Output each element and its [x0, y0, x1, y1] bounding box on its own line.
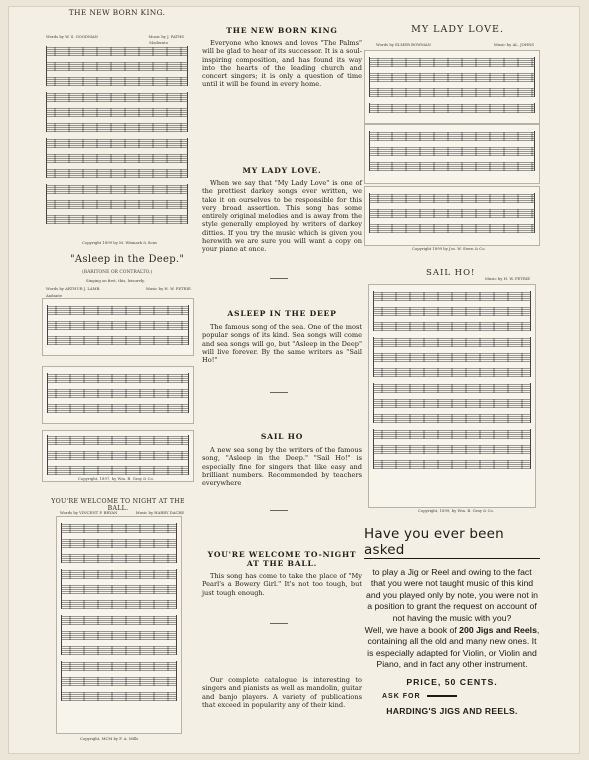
- article-my-lady-love: [202, 166, 362, 254]
- ad-paragraph-2: [364, 625, 540, 671]
- snippet-my-lady-love: [362, 20, 542, 252]
- divider: [270, 510, 288, 511]
- article-heading: SAIL HO: [260, 432, 304, 441]
- snippet-tempo: Andante: [46, 293, 63, 298]
- ad-jigs-and-reels: [364, 526, 540, 718]
- article-text: Everyone who knows and loves "The Palms" will be glad to hear of its successor. It is a soul-inspiring composition, and has found its way into the hearts of the leading church and concert singers; it is only a question of time until it will be found in every home.: [202, 39, 362, 89]
- snippet-footer: Copyright, 1897, by Wm. B. Gray & Co.: [78, 476, 154, 481]
- snippet-title: "Asleep in the Deep.": [70, 254, 185, 265]
- snippet-subtitle: (BARITONE OR CONTRALTO.): [82, 270, 153, 275]
- catalogue-page: [8, 6, 580, 754]
- article-sail-ho: [202, 432, 362, 487]
- music-box: [364, 50, 540, 124]
- snippet-credit-right: Music by J. PATHS: [148, 34, 184, 39]
- article-text: A new sea song by the writers of the famous song, "Asleep in the Deep." "Sail Ho!" is especially fine for singers that like easy and brilliant numbers. Recommended by teachers everywhere: [202, 446, 362, 488]
- article-text: This song has come to take the place of "My Pearl's a Bowery Girl." It's not too tough, but just tough enough.: [202, 572, 362, 597]
- ad-text: Well, we have a book of: [364, 625, 460, 636]
- snippet-footer: Copyright, 1899, by Wm. B. Gray & Co.: [418, 508, 494, 513]
- snippet-sail-ho: [362, 264, 542, 516]
- snippet-footer: Copyright, MCM by F. A. Mills: [80, 736, 139, 741]
- snippet-credit-left: Words by ARTHUR J. LAMB.: [46, 286, 101, 291]
- catalogue-note: [202, 676, 362, 709]
- ad-paragraph-1: to play a Jig or Reel and owing to the fact that you were not taught music of this kind and you played only by note, you were not in a position to grant the request on account of not having the music with you?: [366, 567, 538, 623]
- music-box: [42, 366, 194, 424]
- snippet-asleep-in-the-deep: [42, 254, 194, 482]
- snippet-footer: Copyright 1899 by Jos. W. Stern & Co.: [412, 246, 486, 251]
- snippet-youre-welcome: [42, 496, 194, 746]
- ad-ask-rule: [427, 695, 457, 697]
- snippet-credit-left: Words by W. S. GOODMAN: [46, 34, 98, 39]
- article-youre-welcome: [202, 550, 362, 597]
- snippet-tempo: Moderato: [149, 40, 168, 45]
- snippet-title: SAIL HO!: [426, 268, 476, 278]
- ad-price: PRICE, 50 CENTS.: [406, 676, 498, 687]
- divider: [270, 623, 288, 624]
- article-heading: MY LADY LOVE.: [242, 166, 322, 175]
- music-box: [42, 298, 194, 356]
- music-box: [364, 186, 540, 246]
- snippet-credit-right: Music by H. W. PETRIE.: [145, 286, 192, 291]
- article-new-born-king: [202, 26, 362, 89]
- snippet-footer: Copyright 1899 by M. Witmark & Sons: [82, 240, 157, 245]
- article-text: The famous song of the sea. One of the most popular songs of its kind. Sea songs will come and sea songs will go, but "Asleep in the Deep" will live forever. By the same writers as "Sail Ho!": [202, 323, 362, 365]
- snippet-credit-left: Words by VINCENT P. BRYAN: [60, 510, 118, 515]
- snippet-credit-left: Words by ELMER BOWMAN: [376, 42, 431, 47]
- snippet-new-born-king: [42, 6, 192, 246]
- ad-title: Have you ever been asked: [364, 526, 540, 559]
- divider: [270, 278, 288, 279]
- music-box: [364, 124, 540, 184]
- snippet-title: MY LADY LOVE.: [411, 24, 504, 35]
- ad-ask-for: [364, 691, 540, 702]
- music-box: [368, 284, 536, 508]
- snippet-title: THE NEW BORN KING.: [68, 8, 166, 17]
- ad-emphasis: 200 Jigs and Reels: [459, 625, 537, 636]
- snippet-title: YOU'RE WELCOME TO NIGHT AT THE BALL.: [51, 498, 185, 512]
- ad-text: , containing all the old and many new ones. It is especially adapted for Violin, or Violin and Piano, and in fact any other instrument.: [367, 625, 540, 670]
- article-heading: YOU'RE WELCOME TO-NIGHT AT THE BALL.: [207, 550, 357, 568]
- music-staves: [46, 46, 188, 230]
- article-heading: ASLEEP IN THE DEEP: [227, 309, 337, 318]
- ad-ask-label: ASK FOR: [382, 693, 421, 701]
- catalogue-text: Our complete catalogue is interesting to singers and pianists as well as mandolin, guitar and banjo players. A variety of publications that exceed in popularity any of their kind.: [202, 676, 362, 709]
- snippet-credit-right: Music by HARRY DACRE: [135, 510, 184, 515]
- divider: [270, 392, 288, 393]
- music-box: [42, 430, 194, 482]
- snippet-credit-right: Music by AL. JOHNS: [493, 42, 534, 47]
- article-heading: THE NEW BORN KING: [226, 26, 338, 35]
- music-box: [56, 516, 182, 734]
- ad-product: HARDING'S JIGS AND REELS.: [386, 706, 518, 717]
- article-text: When we say that "My Lady Love" is one of the prettiest darkey songs ever written, we take it on ourselves to be responsible for this very broad assertion. This song has some entirely original melodies and is away from the style generally employed by writers of darkey ditties. If you try the music which is given you herewith we are sure you will want a copy on your piano at once.: [202, 179, 362, 254]
- article-asleep-in-the-deep: [202, 309, 362, 364]
- snippet-credit-right: Music by H. W. PETRIE: [485, 276, 530, 281]
- snippet-note: Singing on first, this, leisurely.: [86, 278, 145, 283]
